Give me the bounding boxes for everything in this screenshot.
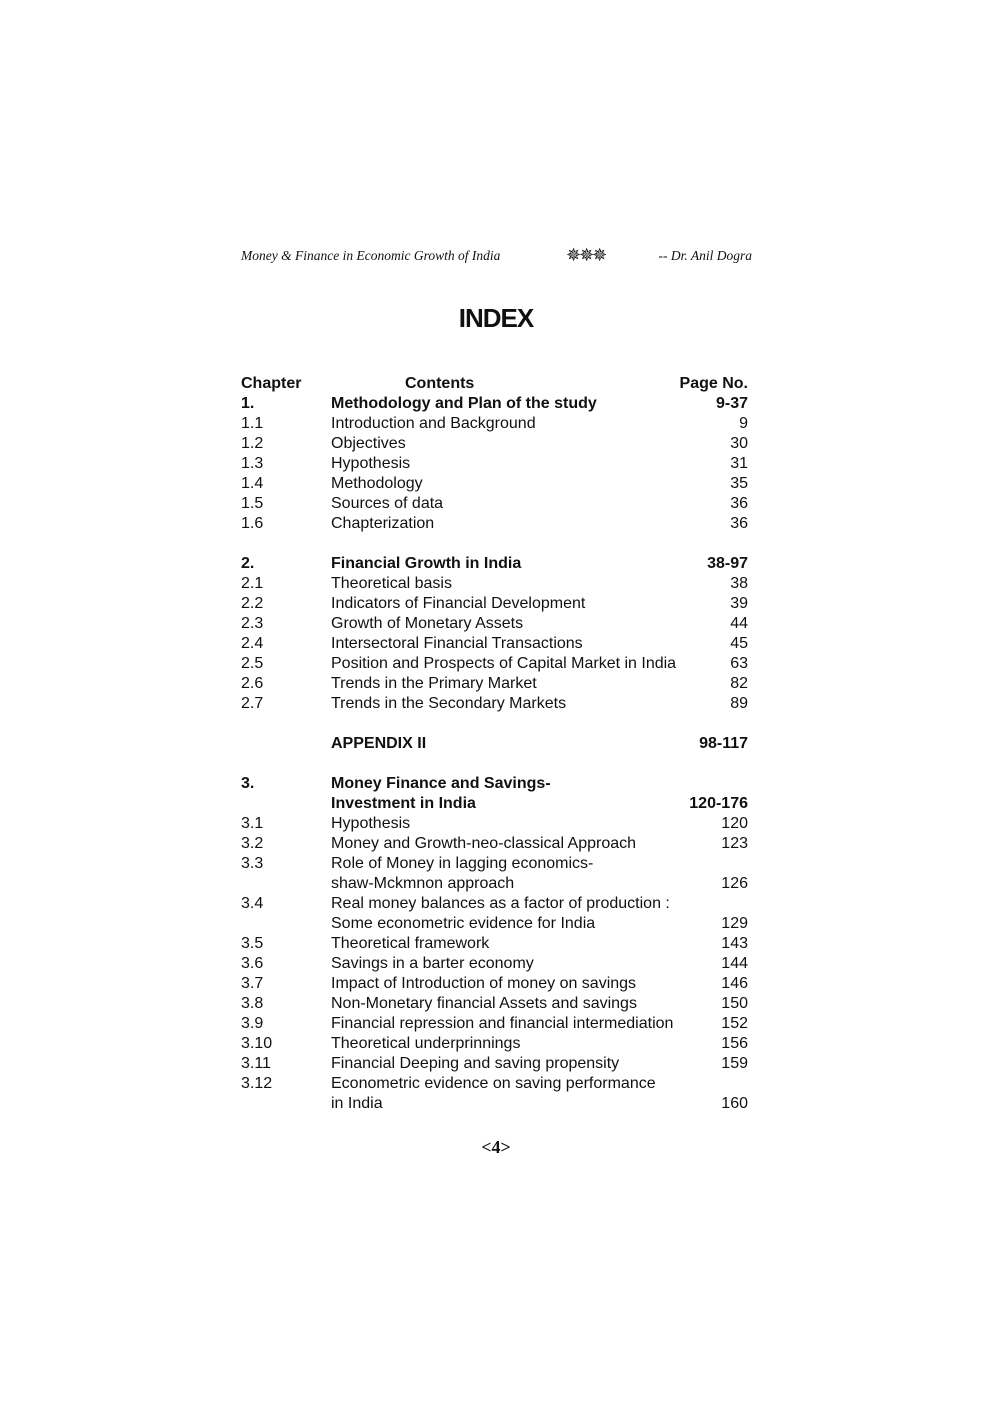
toc-entry	[241, 994, 748, 1014]
toc-entry	[241, 494, 748, 514]
chapter-title: Methodology and Plan of the study	[331, 395, 597, 412]
entry-page: 9	[739, 415, 748, 432]
appendix-pages: 98-117	[699, 735, 748, 752]
entry-number: 3.10	[241, 1035, 273, 1052]
entry-number: 3.3	[241, 855, 264, 872]
entry-page: 150	[721, 995, 748, 1012]
entry-page: 45	[730, 635, 748, 652]
appendix-heading	[241, 734, 748, 754]
entry-title: Indicators of Financial Development	[331, 595, 586, 612]
entry-title: Growth of Monetary Assets	[331, 615, 524, 632]
toc-entry	[241, 634, 748, 654]
entry-number: 3.2	[241, 835, 264, 852]
entry-page: 156	[721, 1035, 748, 1052]
entry-page: 35	[730, 475, 748, 492]
entry-title-line2: Some econometric evidence for India	[331, 915, 596, 932]
entry-number: 3.7	[241, 975, 264, 992]
chapter-heading	[241, 774, 748, 794]
entry-title: Hypothesis	[331, 455, 411, 472]
toc-entry	[241, 954, 748, 974]
entry-number: 3.1	[241, 815, 264, 832]
toc-entry	[241, 654, 748, 674]
entry-number: 1.6	[241, 515, 264, 532]
entry-page: 129	[721, 915, 748, 932]
entry-page: 31	[730, 455, 748, 472]
entry-page: 126	[721, 875, 748, 892]
entry-title: Trends in the Secondary Markets	[331, 695, 567, 712]
entry-number: 3.11	[241, 1055, 271, 1072]
entry-title-line2: shaw-Mckmnon approach	[331, 875, 515, 892]
entry-page: 152	[721, 1015, 748, 1032]
entry-title: Theoretical basis	[331, 575, 452, 592]
author-name: -- Dr. Anil Dogra	[658, 248, 752, 263]
toc-entry	[241, 454, 748, 474]
toc-entry	[241, 894, 748, 914]
entry-page: 143	[721, 935, 748, 952]
toc-entry	[241, 1054, 748, 1074]
spacer	[241, 534, 748, 554]
entry-title: Intersectoral Financial Transactions	[331, 635, 583, 652]
entry-title-line2: in India	[331, 1095, 383, 1112]
entry-number: 1.1	[241, 415, 264, 432]
entry-title: Theoretical framework	[331, 935, 490, 952]
entry-title: Money and Growth-neo-classical Approach	[331, 835, 637, 852]
toc-entry-cont	[241, 874, 748, 894]
page-number: <4>	[481, 1137, 511, 1157]
entry-number: 3.12	[241, 1075, 273, 1092]
toc-entry	[241, 934, 748, 954]
chapter-pages: 9-37	[715, 395, 748, 412]
toc-entry	[241, 1014, 748, 1034]
entry-page: 160	[721, 1095, 748, 1112]
entry-title: Introduction and Background	[331, 415, 536, 432]
toc-entry-cont	[241, 914, 748, 934]
chapter-title-line1: Money Finance and Savings-	[331, 775, 551, 792]
entry-page: 63	[730, 655, 748, 672]
entry-page: 36	[730, 495, 748, 512]
entry-page: 36	[730, 515, 748, 532]
entry-number: 2.2	[241, 595, 264, 612]
toc-entry	[241, 1034, 748, 1054]
entry-title: Objectives	[331, 435, 406, 452]
chapter-title-line2: Investment in India	[331, 795, 476, 812]
chapter-column-header: Chapter	[241, 375, 302, 392]
entry-page: 146	[721, 975, 748, 992]
toc-entry	[241, 434, 748, 454]
entry-title: Position and Prospects of Capital Market in India	[331, 655, 677, 672]
entry-page: 30	[730, 435, 748, 452]
toc-entry	[241, 414, 748, 434]
entry-number: 3.6	[241, 955, 264, 972]
column-headers	[241, 374, 748, 394]
toc-entry	[241, 974, 748, 994]
entry-number: 2.1	[241, 575, 264, 592]
toc-entry	[241, 834, 748, 854]
page-title: INDEX	[458, 303, 534, 333]
entry-page: 120	[721, 815, 748, 832]
entry-page: 159	[721, 1055, 748, 1072]
appendix-title: APPENDIX II	[331, 735, 427, 752]
entry-title: Hypothesis	[331, 815, 411, 832]
book-title: Money & Finance in Economic Growth of India	[241, 248, 501, 263]
chapter-number: 1.	[241, 395, 255, 412]
entry-number: 3.9	[241, 1015, 264, 1032]
entry-number: 3.5	[241, 935, 264, 952]
entry-page: 82	[730, 675, 748, 692]
entry-number: 3.4	[241, 895, 264, 912]
spacer	[241, 754, 748, 774]
chapter-heading-cont	[241, 794, 748, 814]
toc-entry	[241, 614, 748, 634]
running-header	[241, 245, 752, 268]
chapter-title: Financial Growth in India	[331, 555, 522, 572]
entry-title: Non-Monetary financial Assets and savings	[331, 995, 637, 1012]
page-column-header: Page No.	[679, 375, 748, 392]
entry-title: Financial repression and financial intermediation	[331, 1015, 674, 1032]
entry-title: Theoretical underprinnings	[331, 1035, 521, 1052]
contents-column-header: Contents	[405, 375, 475, 392]
chapter-pages: 38-97	[707, 555, 748, 572]
toc-entry-cont	[241, 1094, 748, 1114]
chapter-number: 3.	[241, 775, 255, 792]
toc-entry	[241, 574, 748, 594]
entry-number: 1.4	[241, 475, 264, 492]
entry-page: 144	[721, 955, 748, 972]
entry-number: 1.5	[241, 495, 264, 512]
entry-number: 2.6	[241, 675, 264, 692]
entry-title: Savings in a barter economy	[331, 955, 534, 972]
entry-number: 2.3	[241, 615, 264, 632]
toc-entry	[241, 514, 748, 534]
entry-title: Methodology	[331, 475, 423, 492]
entry-title: Impact of Introduction of money on savings	[331, 975, 637, 992]
entry-number: 1.2	[241, 435, 264, 452]
entry-title: Trends in the Primary Market	[331, 675, 537, 692]
entry-title: Sources of data	[331, 495, 444, 512]
entry-number: 2.7	[241, 695, 264, 712]
entry-title: Financial Deeping and saving propensity	[331, 1055, 620, 1072]
spacer	[241, 714, 748, 734]
entry-page: 123	[721, 835, 748, 852]
chapter-pages: 120-176	[689, 795, 748, 812]
toc-entry	[241, 854, 748, 874]
toc-entry	[241, 814, 748, 834]
table-of-contents	[241, 374, 748, 1114]
entry-number: 3.8	[241, 995, 264, 1012]
entry-number: 1.3	[241, 455, 264, 472]
entry-title: Chapterization	[331, 515, 435, 532]
toc-entry	[241, 474, 748, 494]
entry-page: 44	[730, 615, 748, 632]
entry-title-line1: Role of Money in lagging economics-	[331, 855, 594, 872]
toc-entry	[241, 674, 748, 694]
entry-page: 39	[730, 595, 748, 612]
entry-number: 2.4	[241, 635, 264, 652]
toc-entry	[241, 694, 748, 714]
toc-entry	[241, 594, 748, 614]
chapter-heading	[241, 554, 748, 574]
entry-title-line1: Real money balances as a factor of production :	[331, 895, 670, 912]
toc-entry	[241, 1074, 748, 1094]
chapter-number: 2.	[241, 555, 255, 572]
ornament-icon: ✵✵✵	[566, 245, 606, 265]
entry-page: 89	[730, 695, 748, 712]
chapter-heading	[241, 394, 748, 414]
entry-page: 38	[730, 575, 748, 592]
entry-number: 2.5	[241, 655, 264, 672]
entry-title-line1: Econometric evidence on saving performance	[331, 1075, 656, 1092]
